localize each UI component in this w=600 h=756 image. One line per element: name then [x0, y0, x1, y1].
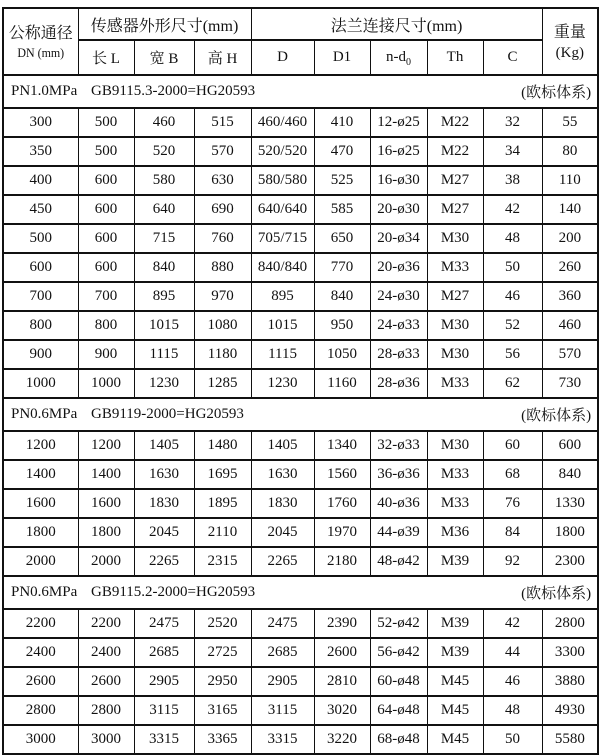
cell-weight: 80 — [542, 137, 598, 166]
cell-n-d0: 56-ø42 — [370, 638, 427, 667]
cell-dn: 3000 — [3, 725, 78, 754]
cell-d: 1405 — [251, 431, 314, 460]
cell-weight: 140 — [542, 195, 598, 224]
section-header — [3, 576, 598, 609]
cell-dn: 2000 — [3, 547, 78, 576]
table-row — [3, 282, 598, 311]
cell-n-d0: 20-ø34 — [370, 224, 427, 253]
cell-d1: 1970 — [314, 518, 370, 547]
cell-n-d0: 64-ø48 — [370, 696, 427, 725]
group-header-sensor-dimensions: 传感器外形尺寸(mm) — [78, 8, 251, 40]
cell-weight: 55 — [542, 108, 598, 137]
cell-weight: 1330 — [542, 489, 598, 518]
cell-dn: 2800 — [3, 696, 78, 725]
subheader-row — [3, 40, 598, 75]
column-header-dn-line1: 公称通径 — [8, 24, 73, 42]
column-header-subscript: 0 — [406, 57, 412, 68]
table-row — [3, 369, 598, 398]
cell-c: 84 — [483, 518, 542, 547]
section-header-content — [4, 81, 597, 102]
cell-n-d0: 16-ø30 — [370, 166, 427, 195]
cell-n-d0: 32-ø33 — [370, 431, 427, 460]
cell-length-l: 1800 — [78, 518, 134, 547]
cell-th: M22 — [427, 108, 483, 137]
column-header-label: 长 L — [92, 51, 120, 67]
cell-height-h: 570 — [194, 137, 251, 166]
section-pressure-rating: PN0.6MPa — [11, 406, 78, 422]
table-row — [3, 518, 598, 547]
section-pressure-rating: PN0.6MPa — [11, 584, 78, 600]
cell-dn: 2200 — [3, 609, 78, 638]
column-header-c — [483, 40, 542, 75]
cell-d1: 1560 — [314, 460, 370, 489]
table-row — [3, 638, 598, 667]
group-header-flange-dimensions: 法兰连接尺寸(mm) — [251, 8, 542, 40]
column-header-length-l — [78, 40, 134, 75]
cell-length-l: 600 — [78, 195, 134, 224]
cell-d: 2905 — [251, 667, 314, 696]
cell-length-l: 1600 — [78, 489, 134, 518]
cell-dn: 800 — [3, 311, 78, 340]
cell-width-b: 3315 — [134, 725, 194, 754]
cell-width-b: 895 — [134, 282, 194, 311]
cell-c: 44 — [483, 638, 542, 667]
cell-height-h: 1695 — [194, 460, 251, 489]
section-note: (欧标体系) — [521, 586, 592, 602]
cell-d: 580/580 — [251, 166, 314, 195]
cell-th: M33 — [427, 369, 483, 398]
table-row — [3, 195, 598, 224]
cell-width-b: 2685 — [134, 638, 194, 667]
cell-d: 2685 — [251, 638, 314, 667]
cell-width-b: 840 — [134, 253, 194, 282]
section-pressure-rating: PN1.0MPa — [11, 83, 78, 99]
cell-weight: 3880 — [542, 667, 598, 696]
cell-height-h: 1895 — [194, 489, 251, 518]
table-row — [3, 667, 598, 696]
section-header-content — [4, 404, 597, 425]
table-row — [3, 137, 598, 166]
column-header-label: 宽 B — [149, 51, 179, 67]
cell-weight: 840 — [542, 460, 598, 489]
column-header-n-d0 — [370, 40, 427, 75]
cell-n-d0: 12-ø25 — [370, 108, 427, 137]
table-row — [3, 460, 598, 489]
cell-th: M27 — [427, 166, 483, 195]
cell-height-h: 760 — [194, 224, 251, 253]
cell-d: 3315 — [251, 725, 314, 754]
cell-dn: 500 — [3, 224, 78, 253]
cell-th: M39 — [427, 638, 483, 667]
section-header — [3, 75, 598, 108]
cell-d1: 770 — [314, 253, 370, 282]
cell-c: 46 — [483, 282, 542, 311]
cell-height-h: 1080 — [194, 311, 251, 340]
cell-c: 32 — [483, 108, 542, 137]
cell-d: 520/520 — [251, 137, 314, 166]
cell-d: 1830 — [251, 489, 314, 518]
cell-weight: 460 — [542, 311, 598, 340]
cell-weight: 5580 — [542, 725, 598, 754]
cell-width-b: 1830 — [134, 489, 194, 518]
cell-d1: 3020 — [314, 696, 370, 725]
cell-n-d0: 28-ø36 — [370, 369, 427, 398]
cell-length-l: 3000 — [78, 725, 134, 754]
cell-n-d0: 20-ø30 — [370, 195, 427, 224]
cell-dn: 300 — [3, 108, 78, 137]
cell-d1: 410 — [314, 108, 370, 137]
cell-th: M39 — [427, 609, 483, 638]
cell-weight: 570 — [542, 340, 598, 369]
cell-length-l: 2800 — [78, 696, 134, 725]
column-header-weight — [542, 8, 598, 75]
cell-dn: 350 — [3, 137, 78, 166]
cell-th: M33 — [427, 460, 483, 489]
cell-th: M22 — [427, 137, 483, 166]
cell-c: 50 — [483, 725, 542, 754]
column-header-d1 — [314, 40, 370, 75]
table-body — [3, 75, 598, 754]
cell-dn: 600 — [3, 253, 78, 282]
column-header-label: C — [507, 49, 518, 65]
cell-height-h: 3365 — [194, 725, 251, 754]
cell-n-d0: 52-ø42 — [370, 609, 427, 638]
table-row — [3, 311, 598, 340]
cell-n-d0: 24-ø30 — [370, 282, 427, 311]
cell-d1: 2810 — [314, 667, 370, 696]
cell-height-h: 630 — [194, 166, 251, 195]
cell-d1: 3220 — [314, 725, 370, 754]
cell-th: M30 — [427, 431, 483, 460]
cell-length-l: 600 — [78, 253, 134, 282]
cell-c: 60 — [483, 431, 542, 460]
cell-width-b: 460 — [134, 108, 194, 137]
cell-weight: 730 — [542, 369, 598, 398]
cell-width-b: 2265 — [134, 547, 194, 576]
cell-n-d0: 40-ø36 — [370, 489, 427, 518]
cell-d1: 585 — [314, 195, 370, 224]
cell-c: 34 — [483, 137, 542, 166]
cell-th: M36 — [427, 518, 483, 547]
section-row — [3, 398, 598, 431]
cell-weight: 2300 — [542, 547, 598, 576]
cell-weight: 360 — [542, 282, 598, 311]
cell-width-b: 2905 — [134, 667, 194, 696]
column-header-dn — [3, 8, 78, 75]
cell-d: 1015 — [251, 311, 314, 340]
cell-height-h: 1285 — [194, 369, 251, 398]
cell-n-d0: 60-ø48 — [370, 667, 427, 696]
cell-d: 460/460 — [251, 108, 314, 137]
cell-dn: 450 — [3, 195, 78, 224]
cell-dn: 400 — [3, 166, 78, 195]
cell-dn: 900 — [3, 340, 78, 369]
column-header-label: n-d — [386, 49, 407, 65]
header-row-groups — [3, 8, 598, 40]
flange-dimension-table — [2, 7, 599, 755]
cell-weight: 200 — [542, 224, 598, 253]
cell-n-d0: 48-ø42 — [370, 547, 427, 576]
cell-n-d0: 24-ø33 — [370, 311, 427, 340]
table-row — [3, 547, 598, 576]
cell-d1: 1760 — [314, 489, 370, 518]
column-header-d — [251, 40, 314, 75]
table-row — [3, 253, 598, 282]
cell-width-b: 1405 — [134, 431, 194, 460]
column-header-th — [427, 40, 483, 75]
cell-height-h: 2950 — [194, 667, 251, 696]
column-header-label: D1 — [332, 49, 352, 65]
cell-d: 2045 — [251, 518, 314, 547]
cell-height-h: 1480 — [194, 431, 251, 460]
cell-d1: 1050 — [314, 340, 370, 369]
cell-n-d0: 28-ø33 — [370, 340, 427, 369]
cell-height-h: 2315 — [194, 547, 251, 576]
cell-height-h: 2110 — [194, 518, 251, 547]
column-header-label: D — [277, 49, 288, 65]
cell-dn: 2400 — [3, 638, 78, 667]
cell-width-b: 1230 — [134, 369, 194, 398]
cell-height-h: 2725 — [194, 638, 251, 667]
cell-c: 68 — [483, 460, 542, 489]
cell-d: 840/840 — [251, 253, 314, 282]
cell-d1: 950 — [314, 311, 370, 340]
cell-th: M45 — [427, 696, 483, 725]
cell-length-l: 1400 — [78, 460, 134, 489]
cell-c: 92 — [483, 547, 542, 576]
table-row — [3, 166, 598, 195]
cell-width-b: 580 — [134, 166, 194, 195]
cell-d: 3115 — [251, 696, 314, 725]
cell-length-l: 500 — [78, 108, 134, 137]
cell-d: 2475 — [251, 609, 314, 638]
cell-height-h: 880 — [194, 253, 251, 282]
cell-dn: 1600 — [3, 489, 78, 518]
cell-th: M27 — [427, 195, 483, 224]
cell-width-b: 3115 — [134, 696, 194, 725]
column-header-width-b — [134, 40, 194, 75]
cell-c: 42 — [483, 195, 542, 224]
cell-dn: 700 — [3, 282, 78, 311]
cell-width-b: 1015 — [134, 311, 194, 340]
cell-th: M45 — [427, 667, 483, 696]
cell-d1: 1340 — [314, 431, 370, 460]
cell-d: 1230 — [251, 369, 314, 398]
cell-weight: 4930 — [542, 696, 598, 725]
cell-length-l: 2600 — [78, 667, 134, 696]
section-header-content — [4, 582, 597, 603]
column-header-weight-line2: (Kg) — [555, 44, 584, 61]
column-header-weight-line1: 重量 — [553, 23, 586, 41]
section-note: (欧标体系) — [521, 85, 592, 101]
cell-n-d0: 20-ø36 — [370, 253, 427, 282]
cell-c: 50 — [483, 253, 542, 282]
cell-weight: 110 — [542, 166, 598, 195]
cell-d1: 470 — [314, 137, 370, 166]
column-header-dn-line2: DN (mm) — [17, 44, 65, 60]
cell-length-l: 800 — [78, 311, 134, 340]
cell-c: 46 — [483, 667, 542, 696]
cell-c: 76 — [483, 489, 542, 518]
section-row — [3, 576, 598, 609]
table-row — [3, 725, 598, 754]
cell-n-d0: 36-ø36 — [370, 460, 427, 489]
cell-height-h: 2520 — [194, 609, 251, 638]
cell-c: 48 — [483, 696, 542, 725]
cell-th: M30 — [427, 311, 483, 340]
cell-width-b: 2475 — [134, 609, 194, 638]
cell-dn: 1000 — [3, 369, 78, 398]
cell-length-l: 900 — [78, 340, 134, 369]
cell-dn: 2600 — [3, 667, 78, 696]
cell-length-l: 2000 — [78, 547, 134, 576]
cell-th: M27 — [427, 282, 483, 311]
cell-th: M30 — [427, 340, 483, 369]
cell-weight: 2800 — [542, 609, 598, 638]
table-row — [3, 224, 598, 253]
cell-width-b: 520 — [134, 137, 194, 166]
section-row — [3, 75, 598, 108]
cell-length-l: 1000 — [78, 369, 134, 398]
table-row — [3, 609, 598, 638]
cell-c: 48 — [483, 224, 542, 253]
cell-width-b: 715 — [134, 224, 194, 253]
cell-length-l: 500 — [78, 137, 134, 166]
cell-dn: 1800 — [3, 518, 78, 547]
table-row — [3, 431, 598, 460]
section-header — [3, 398, 598, 431]
cell-n-d0: 68-ø48 — [370, 725, 427, 754]
cell-height-h: 3165 — [194, 696, 251, 725]
cell-height-h: 690 — [194, 195, 251, 224]
cell-d: 895 — [251, 282, 314, 311]
cell-width-b: 1630 — [134, 460, 194, 489]
cell-height-h: 515 — [194, 108, 251, 137]
table-row — [3, 340, 598, 369]
cell-weight: 3300 — [542, 638, 598, 667]
cell-height-h: 1180 — [194, 340, 251, 369]
cell-d1: 2390 — [314, 609, 370, 638]
cell-n-d0: 44-ø39 — [370, 518, 427, 547]
cell-th: M45 — [427, 725, 483, 754]
cell-d: 1630 — [251, 460, 314, 489]
table-row — [3, 108, 598, 137]
cell-width-b: 1115 — [134, 340, 194, 369]
cell-th: M33 — [427, 253, 483, 282]
cell-weight: 1800 — [542, 518, 598, 547]
cell-length-l: 1200 — [78, 431, 134, 460]
column-header-label: 高 H — [207, 51, 238, 67]
section-note: (欧标体系) — [521, 408, 592, 424]
cell-c: 56 — [483, 340, 542, 369]
section-standard-code: GB9119-2000=HG20593 — [91, 406, 244, 422]
cell-c: 42 — [483, 609, 542, 638]
cell-weight: 260 — [542, 253, 598, 282]
cell-d: 2265 — [251, 547, 314, 576]
cell-c: 52 — [483, 311, 542, 340]
cell-dn: 1200 — [3, 431, 78, 460]
cell-th: M30 — [427, 224, 483, 253]
cell-d1: 1160 — [314, 369, 370, 398]
cell-c: 62 — [483, 369, 542, 398]
cell-d1: 840 — [314, 282, 370, 311]
cell-d1: 525 — [314, 166, 370, 195]
table-row — [3, 696, 598, 725]
column-header-height-h — [194, 40, 251, 75]
cell-width-b: 2045 — [134, 518, 194, 547]
cell-width-b: 640 — [134, 195, 194, 224]
cell-d: 705/715 — [251, 224, 314, 253]
section-standard-code: GB9115.3-2000=HG20593 — [91, 83, 256, 99]
cell-dn: 1400 — [3, 460, 78, 489]
cell-height-h: 970 — [194, 282, 251, 311]
cell-d: 1115 — [251, 340, 314, 369]
cell-length-l: 2400 — [78, 638, 134, 667]
cell-length-l: 600 — [78, 166, 134, 195]
cell-n-d0: 16-ø25 — [370, 137, 427, 166]
cell-d1: 2180 — [314, 547, 370, 576]
cell-th: M39 — [427, 547, 483, 576]
section-standard-code: GB9115.2-2000=HG20593 — [91, 584, 256, 600]
cell-length-l: 700 — [78, 282, 134, 311]
cell-d1: 650 — [314, 224, 370, 253]
column-header-label: Th — [446, 49, 464, 65]
cell-length-l: 2200 — [78, 609, 134, 638]
cell-d1: 2600 — [314, 638, 370, 667]
cell-length-l: 600 — [78, 224, 134, 253]
table-row — [3, 489, 598, 518]
cell-th: M33 — [427, 489, 483, 518]
cell-c: 38 — [483, 166, 542, 195]
cell-weight: 600 — [542, 431, 598, 460]
cell-d: 640/640 — [251, 195, 314, 224]
